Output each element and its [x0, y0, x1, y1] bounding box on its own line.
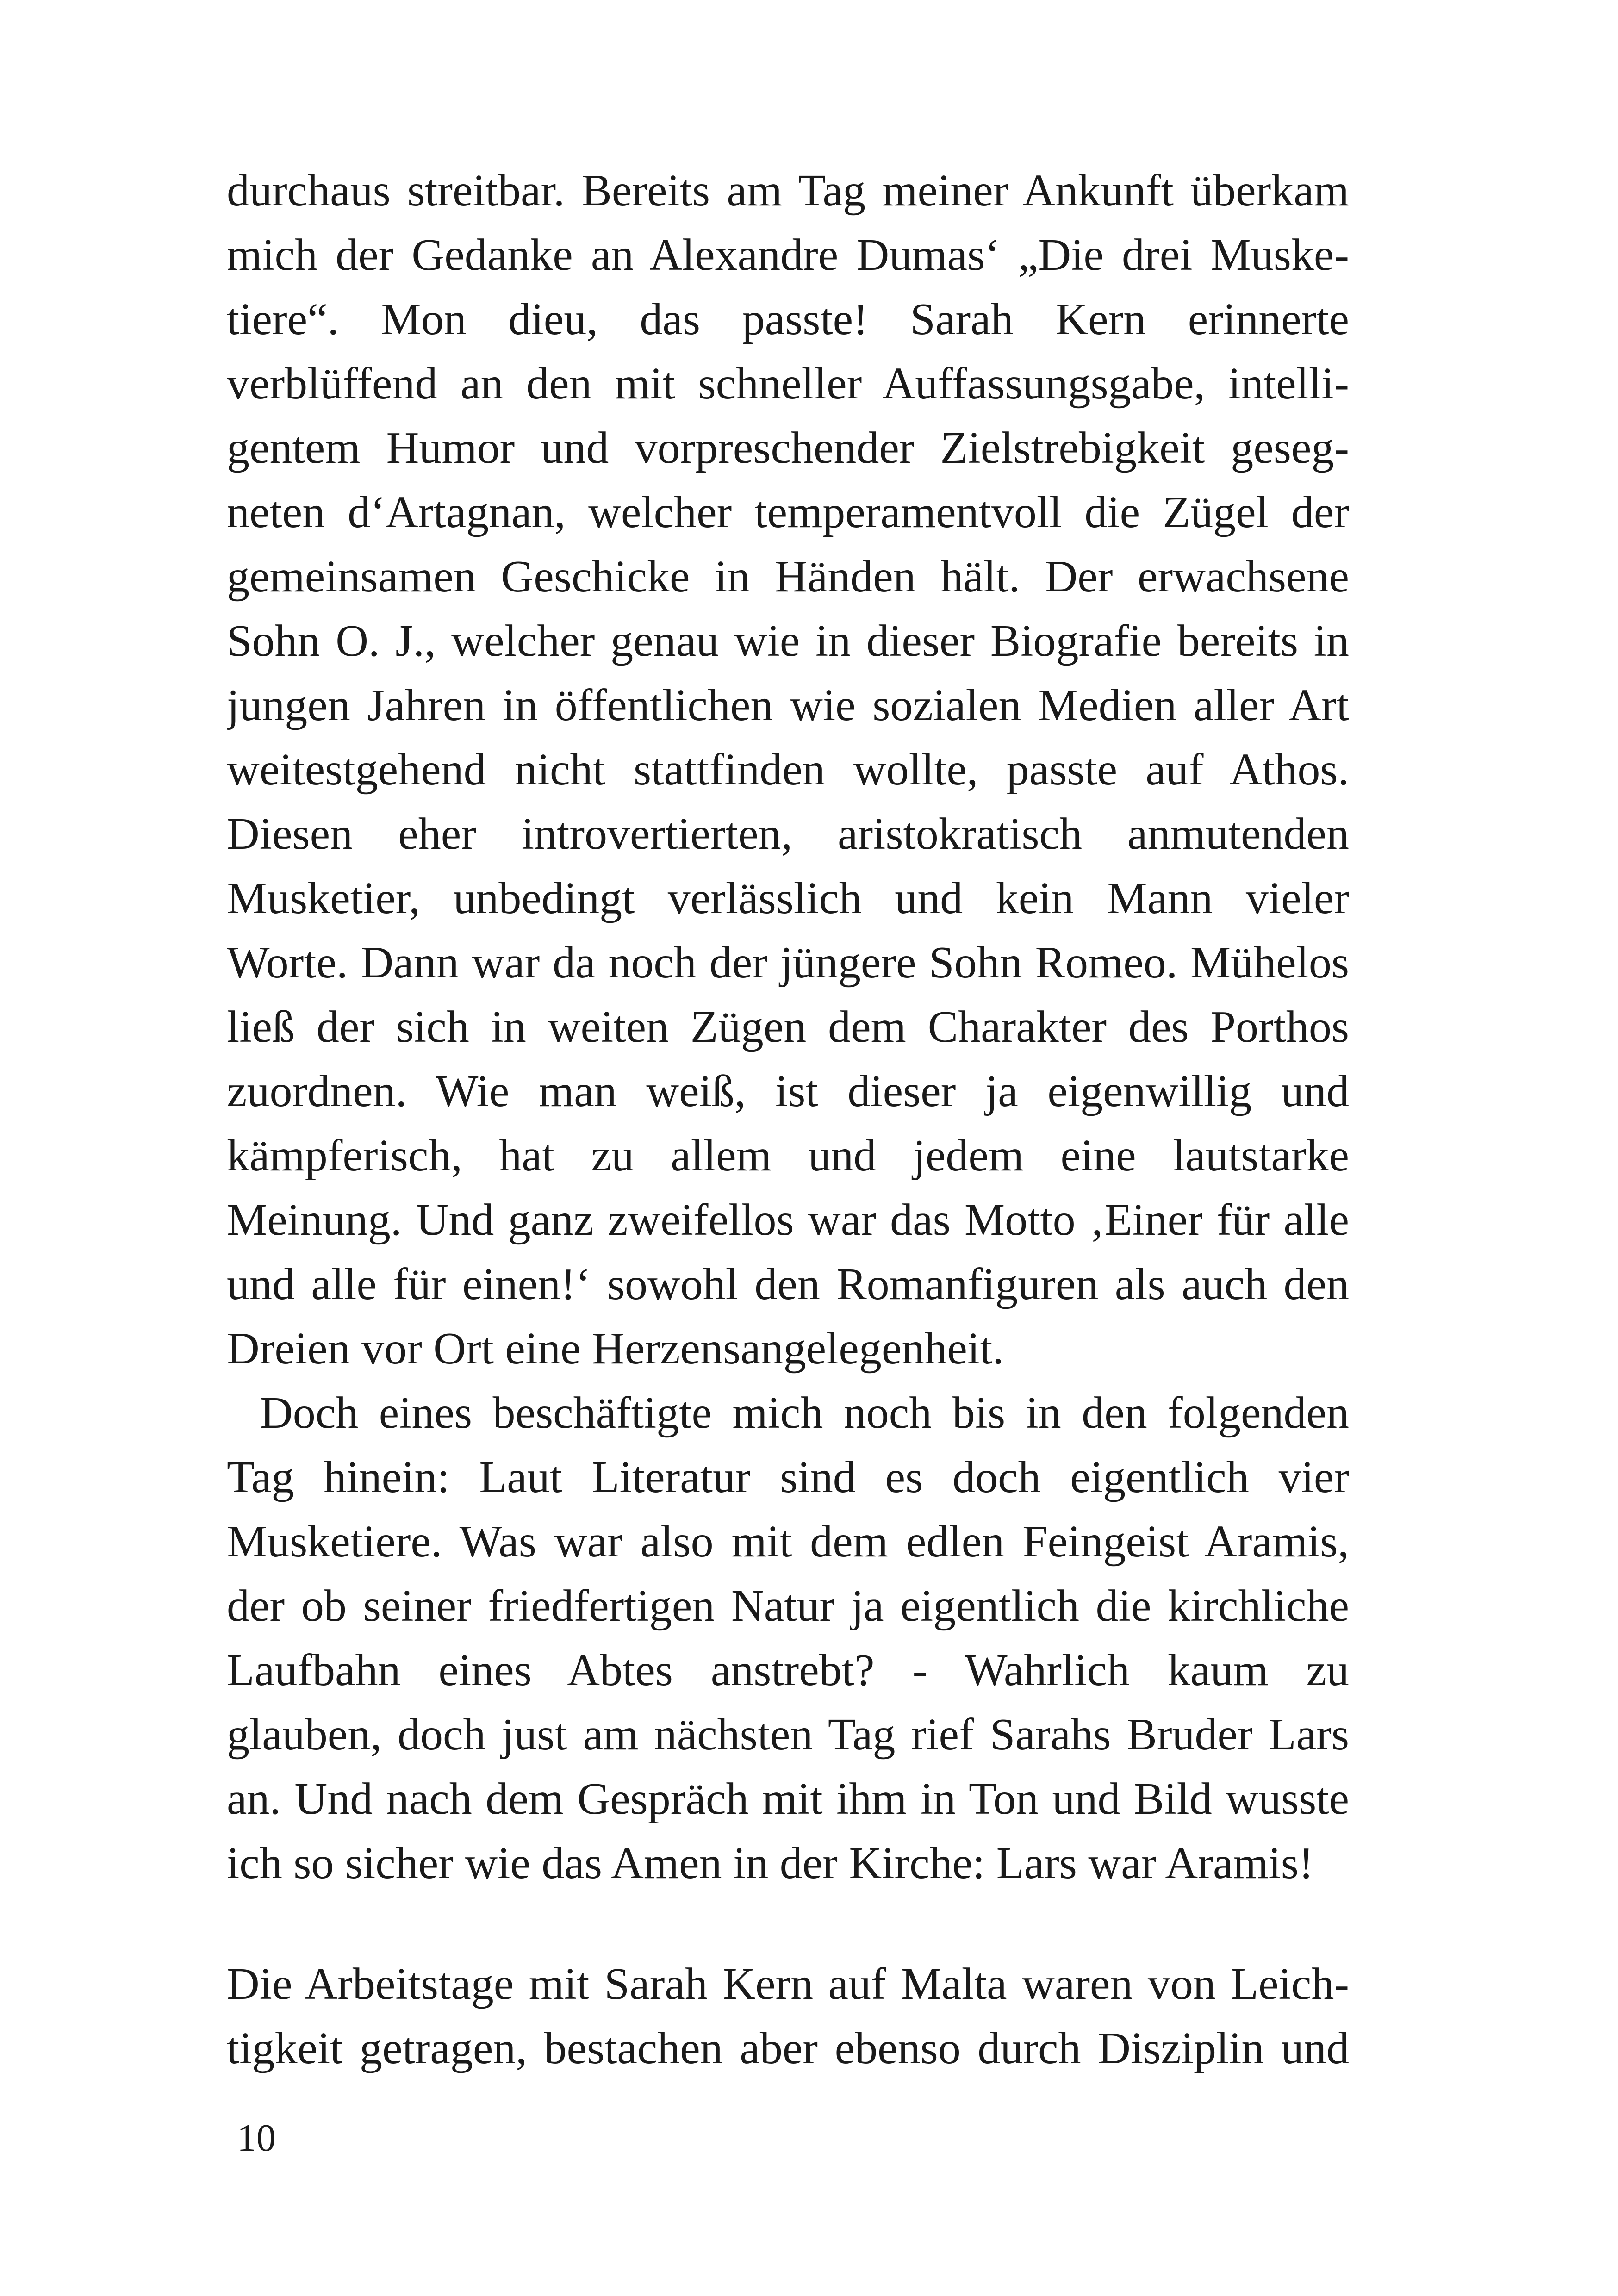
- text-line: tiere“. Mon dieu, das passte! Sarah Kern erinnerte: [227, 294, 1349, 344]
- body-text-block: [227, 159, 1349, 1896]
- text-line: Tag hinein: Laut Literatur sind es doch eigentlich vier: [227, 1452, 1349, 1502]
- text-line: Diesen eher introvertierten, aristokratisch anmutenden: [227, 809, 1349, 859]
- paragraph-start-line: Doch eines beschäftigte mich noch bis in den folgenden: [260, 1388, 1349, 1438]
- text-line: kämpferisch, hat zu allem und jedem eine lautstarke: [227, 1131, 1349, 1181]
- text-line: gentem Humor und vorpreschender Zielstrebigkeit geseg-: [227, 423, 1349, 473]
- text-line: an. Und nach dem Gespräch mit ihm in Ton und Bild wusste: [227, 1774, 1349, 1824]
- text-line: Meinung. Und ganz zweifellos war das Motto ‚Einer für alle: [227, 1195, 1349, 1245]
- text-line: Laufbahn eines Abtes anstrebt? - Wahrlich kaum zu: [227, 1645, 1349, 1695]
- text-line: ließ der sich in weiten Zügen dem Charakter des Porthos: [227, 1002, 1349, 1052]
- text-line: Worte. Dann war da noch der jüngere Sohn Romeo. Mühelos: [227, 938, 1349, 988]
- paragraph-end-line: Dreien vor Ort eine Herzensangelegenheit.: [227, 1324, 1004, 1374]
- text-line: verblüffend an den mit schneller Auffassungsgabe, intelli-: [227, 359, 1349, 409]
- paragraph-end-line: ich so sicher wie das Amen in der Kirche: Lars war Aramis!: [227, 1838, 1314, 1888]
- body-text-block: [227, 1952, 1349, 2081]
- text-line: Die Arbeitstage mit Sarah Kern auf Malta waren von Leich-: [227, 1959, 1349, 2009]
- text-line: jungen Jahren in öffentlichen wie sozialen Medien aller Art: [227, 680, 1349, 730]
- text-line: durchaus streitbar. Bereits am Tag meiner Ankunft überkam: [227, 166, 1349, 216]
- text-line: zuordnen. Wie man weiß, ist dieser ja eigenwillig und: [227, 1066, 1349, 1116]
- text-line: mich der Gedanke an Alexandre Dumas‘ „Die drei Muske-: [227, 230, 1349, 280]
- text-line: weitestgehend nicht stattfinden wollte, passte auf Athos.: [227, 745, 1349, 795]
- text-line: glauben, doch just am nächsten Tag rief Sarahs Bruder Lars: [227, 1710, 1349, 1760]
- text-line: Musketiere. Was war also mit dem edlen Feingeist Aramis,: [227, 1517, 1349, 1567]
- text-line: Sohn O. J., welcher genau wie in dieser Biografie bereits in: [227, 616, 1349, 666]
- text-line: neten d‘Artagnan, welcher temperamentvoll die Zügel der: [227, 487, 1349, 537]
- text-line: der ob seiner friedfertigen Natur ja eigentlich die kirchliche: [227, 1581, 1349, 1631]
- text-line: Musketier, unbedingt verlässlich und kein Mann vieler: [227, 873, 1349, 923]
- text-line: tigkeit getragen, bestachen aber ebenso durch Disziplin und: [227, 2023, 1349, 2073]
- text-line: und alle für einen!‘ sowohl den Romanfiguren als auch den: [227, 1259, 1349, 1309]
- page-number: 10: [237, 2116, 276, 2159]
- text-line: gemeinsamen Geschicke in Händen hält. Der erwachsene: [227, 552, 1349, 602]
